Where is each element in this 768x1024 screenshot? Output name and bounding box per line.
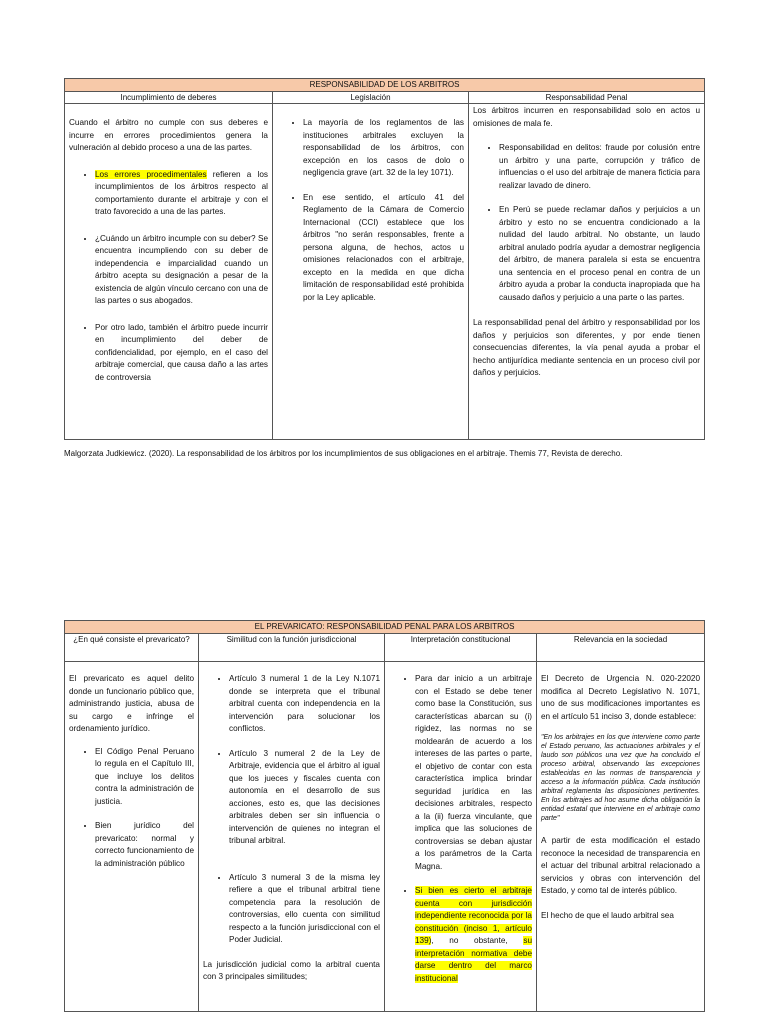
bullet-list [389,673,532,985]
similitud-cell [199,662,385,1012]
list-item: • En Perú se puede reclamar daños y perjuicios a un árbitro y esto no se encuentra condicionado a la nulidad del laudo arbitral. No obstante, un laudo arbitral anulado podría ayudar a demostrar negligencia del árbitro, de manera paralela si esta se encuentra una sentencia en el proceso penal en contra de un árbitro ayuda a probar la conducta inapropiada que ha causado daños y perjuicio a una parte o las partes. [499,204,700,304]
list-item: • En ese sentido, el artículo 41 del Reglamento de la Cámara de Comercio Internacional (CCI) establece que los árbitros "no serán responsables, frente a persona alguna, de hechos, actos u omisiones relacionados con el arbitraje, excepto en la medida en que dicha limitación de responsabilidad esté prohibida por la Ley aplicable. [303,192,464,305]
bullet-list [69,746,194,871]
paragraph: El Decreto de Urgencia N. 020-22020 modifica al Decreto Legislativo N. 1071, uno de sus modificaciones importantes es en el artículo 51 inciso 3, donde establece: [541,674,701,721]
column-header: Legislación [273,92,469,104]
list-item-text: refieren a los incumplimientos de los árbitros respecto al comportamiento durante el arbitraje y con el trato favorecido a una de las partes. [95,169,268,216]
list-item: • El Código Penal Peruano lo regula en el Capítulo III, que incluye los delitos contra la administración de justicia. [95,746,194,809]
column-header: Responsabilidad Penal [469,92,705,104]
list-item: • Por otro lado, también el árbitro puede incurrir en incumplimiento del deber de confidencialidad, por ejemplo, en el caso del arbitraje comercial, que causa daño a las artes de controversia [95,322,268,385]
paragraph: A partir de esta modificación el estado reconoce la necesidad de transparencia en el actuar del tribunal arbitral relacionado a servicios y obras con intervención del Estado, y como tal de interés público. [541,836,701,895]
bullet-list [277,117,464,304]
highlighted-text: Los errores procedimentales [95,169,207,179]
interpretacion-cell [385,662,537,1012]
bullet-list [203,673,380,947]
table-title: EL PREVARICATO: RESPONSABILIDAD PENAL PARA LOS ARBITROS [65,621,705,634]
list-item: • Artículo 3 numeral 3 de la misma ley refiere a que el tribunal arbitral tiene competencia para la resolución de controversias, ello cuenta con similitud respecto a la función jurisdiccional con el Poder Judicial. [229,872,380,947]
column-header: Relevancia en la sociedad [537,634,705,662]
relevancia-cell [537,662,705,1012]
list-item: • Responsabilidad en delitos: fraude por colusión entre un árbitro y una parte, corrupción y tráfico de influencias o el uso del arbitraje de manera ficticia para realizar lavado de dinero. [499,142,700,192]
list-item [415,885,532,985]
prevaricato-cell [65,662,199,1012]
quote: "En los arbitrajes en los que interviene como parte el Estado peruano, las actuaciones arbitrales y el laudo son públicos una vez que ha concluido el proceso arbitral, observando las excepciones establecidas en las normas de transparencia y acceso a la información pública. Cada institución arbitral reglamenta las disposiciones pertinentes. En los arbitrajes ad hoc asume dicha obligación la entidad estatal que interviene en el arbitraje como parte" [541,734,701,822]
legislacion-cell [273,104,469,440]
list-item: • Bien jurídico del prevaricato: normal y correcto funcionamiento de la administración público [95,820,194,870]
bullet-list [473,142,700,304]
column-header: Similitud con la función jurisdiccional [199,634,385,662]
list-item-text: , no obstante, [431,936,524,945]
responsabilidad-table [64,78,705,440]
paragraph: El hecho de que el laudo arbitral sea [541,910,674,920]
column-header: Incumplimiento de deberes [65,92,273,104]
list-item: • ¿Cuándo un árbitro incumple con su deber? Se encuentra incumpliendo con su deber de independencia e imparcialidad cuando un árbitro acepta su designación a pesar de la existencia de algún vínculo cercano con una de las partes o sus abogados. [95,233,268,308]
highlighted-text: Si bien es cierto el arbitraje cuenta con jurisdicción independiente reconocida por la constitución (inciso 1, artículo 139) [415,886,532,945]
incumplimiento-cell [65,104,273,440]
column-header: ¿En qué consiste el prevaricato? [65,634,199,662]
responsabilidad-penal-cell [469,104,705,440]
highlighted-text: su interpretación normativa debe darse dentro del marco institucional [415,936,532,983]
list-item: • Artículo 3 numeral 1 de la Ley N.1071 donde se interpreta que el tribunal arbitral cuenta con independencia en la intervención para solucionar los conflictos. [229,673,380,736]
list-item: • Para dar inicio a un arbitraje con el Estado se debe tener como base la Constitución, sus características abarcan su (i) rigidez, las normas no se moldearán de acuerdo a los intereses de las partes o parte, el objetivo de contar con esta característica implica brindar seguridad jurídica en las decisiones arbitrales, respecto a la (ii) fuerza vinculante, que implica que las soluciones de controversias se deban ajustar a los parámetros de la Carta Magna. [415,673,532,873]
list-item: • La mayoría de los reglamentos de las instituciones arbitrales excluyen la responsabilidad de los árbitros, con excepción en los casos de dolo o negligencia grave (art. 32 de la ley 1071). [303,117,464,180]
paragraph: Los árbitros incurren en responsabilidad solo en actos u omisiones de mala fe. [473,106,701,128]
list-item [95,169,268,219]
paragraph: El prevaricato es aquel delito donde un funcionario público que, administrando justicia, abusa de su cargo e infringe el ordenamiento jurídico. [69,674,194,733]
bullet-list [69,169,268,385]
paragraph: La jurisdicción judicial como la arbitral cuenta con 3 principales similitudes; [203,959,380,981]
list-item: • Artículo 3 numeral 2 de la Ley de Arbitraje, evidencia que el árbitro al igual que los jueces y fiscales cuenta con autonomía en el desarrollo de sus acciones, esto es, que las decisiones arbitrales deben ser sin influencia o intervención de quienes no integran el tribunal arbitral. [229,748,380,848]
table-title: RESPONSABILIDAD DE LOS ARBITROS [65,79,705,92]
citation: Malgorzata Judkiewicz. (2020). La responsabilidad de los árbitros por los incumplimientos de sus obligaciones en el arbitraje. Themis 77, Revista de derecho. [64,449,623,458]
paragraph: La responsabilidad penal del árbitro y responsabilidad por los daños y perjuicios son diferentes, y por ende tienen consecuencias diferentes, la vía penal ayuda a probar el hecho antijurídica mediante sentencia en un proceso civil por daños y perjuicios. [473,318,701,377]
prevaricato-table [64,620,705,1012]
paragraph: Cuando el árbitro no cumple con sus deberes e incurre en errores procedimientos genera la vulneración al debido proceso a una de las partes. [69,118,268,152]
column-header: Interpretación constitucional [385,634,537,662]
